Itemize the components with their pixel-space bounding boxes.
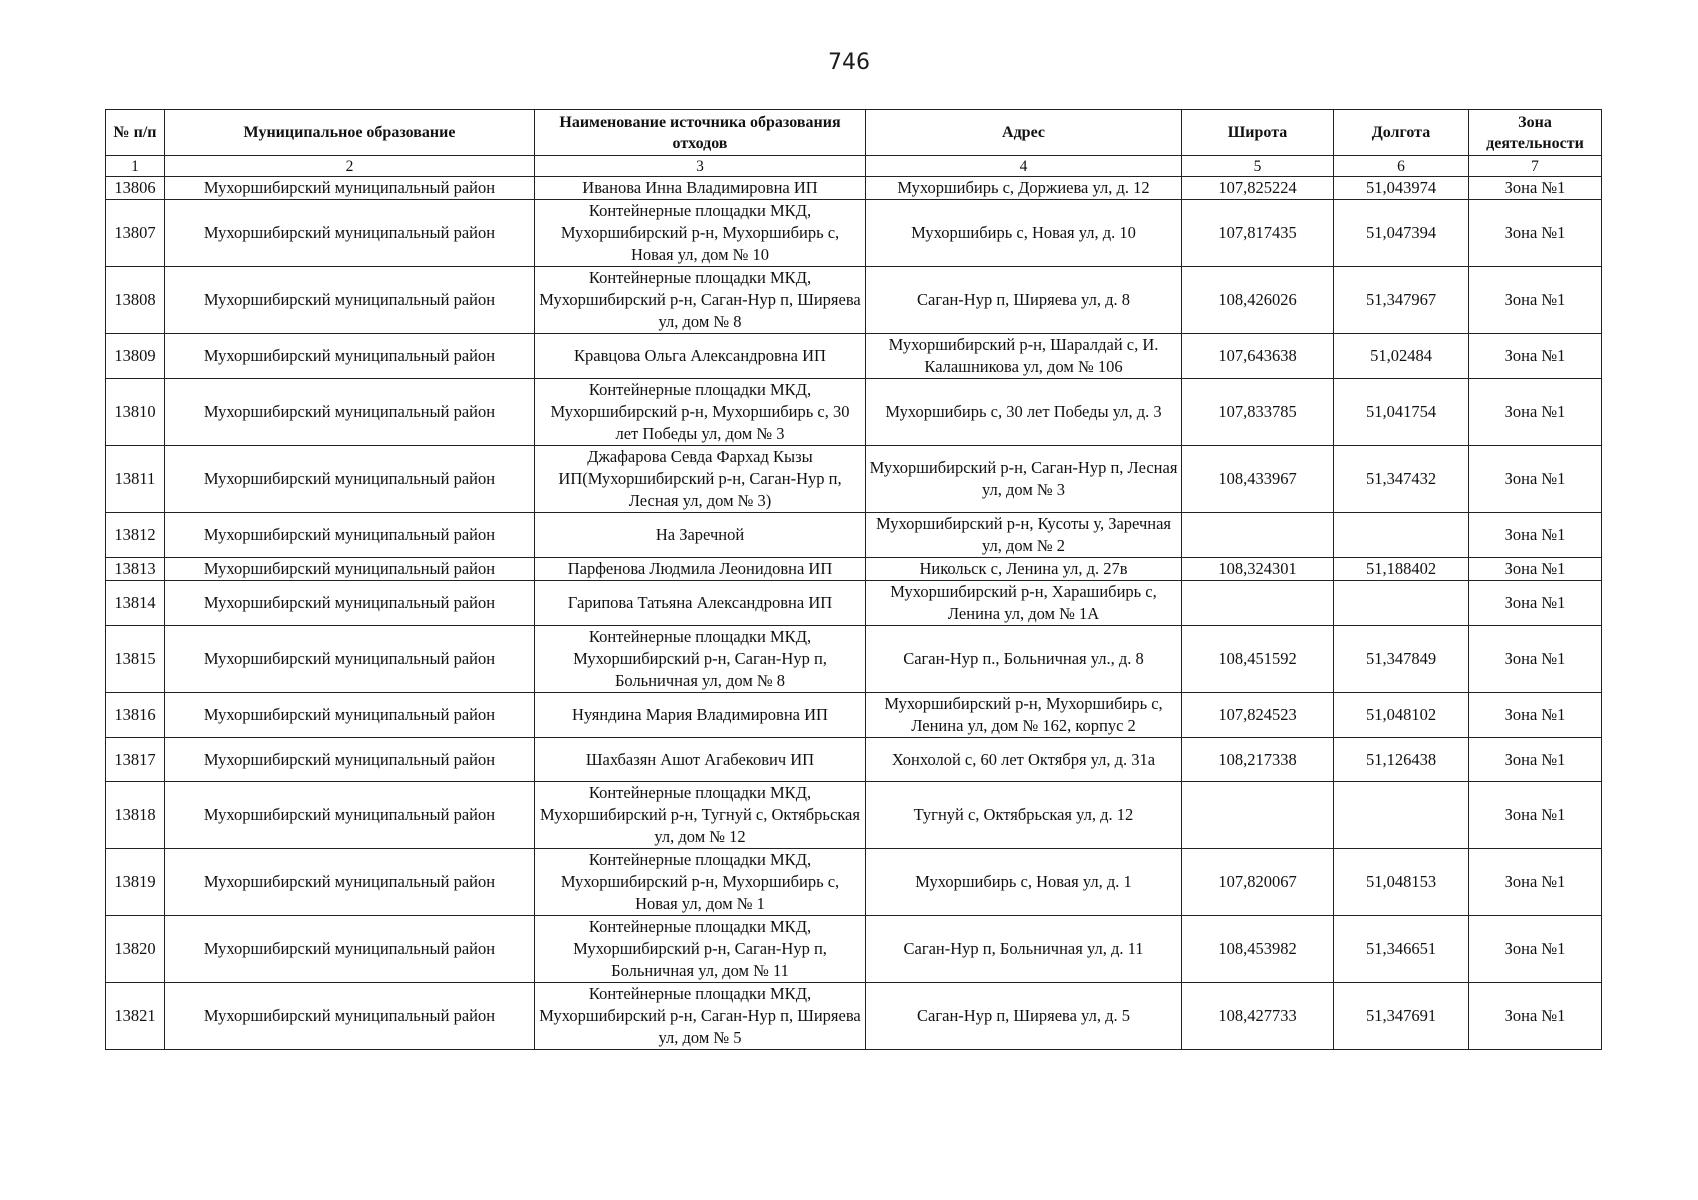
cell-address: Мухоршибирский р-н, Мухоршибирь с, Ленина ул, дом № 162, корпус 2 (866, 693, 1182, 738)
table-row (106, 267, 1602, 334)
cell-number: 13815 (106, 626, 165, 693)
cell-address: Мухоршибирь с, Новая ул, д. 10 (866, 200, 1182, 267)
table-row (106, 558, 1602, 581)
cell-municipality: Мухоршибирский муниципальный район (165, 738, 535, 782)
cell-municipality: Мухоршибирский муниципальный район (165, 446, 535, 513)
cell-longitude: 51,043974 (1334, 177, 1469, 200)
table-row (106, 693, 1602, 738)
cell-number: 13820 (106, 916, 165, 983)
cell-municipality: Мухоршибирский муниципальный район (165, 267, 535, 334)
cell-number: 13806 (106, 177, 165, 200)
cell-zone: Зона №1 (1469, 782, 1602, 849)
cell-zone: Зона №1 (1469, 267, 1602, 334)
cell-address: Мухоршибирь с, Доржиева ул, д. 12 (866, 177, 1182, 200)
cell-longitude (1334, 782, 1469, 849)
cell-municipality: Мухоршибирский муниципальный район (165, 177, 535, 200)
cell-number: 13809 (106, 334, 165, 379)
cell-source: Шахбазян Ашот Агабекович ИП (535, 738, 866, 782)
cell-latitude: 108,427733 (1182, 983, 1334, 1050)
table-row (106, 334, 1602, 379)
cell-source: Джафарова Севда Фархад Кызы ИП(Мухоршибирский р-н, Саган-Нур п, Лесная ул, дом № 3) (535, 446, 866, 513)
cell-latitude (1182, 581, 1334, 626)
column-number: 1 (106, 156, 165, 177)
table-row (106, 581, 1602, 626)
cell-longitude: 51,126438 (1334, 738, 1469, 782)
header-cell-source: Наименование источника образования отходов (535, 110, 866, 156)
cell-number: 13817 (106, 738, 165, 782)
cell-address: Мухоршибирь с, 30 лет Победы ул, д. 3 (866, 379, 1182, 446)
header-cell-address: Адрес (866, 110, 1182, 156)
cell-zone: Зона №1 (1469, 626, 1602, 693)
cell-municipality: Мухоршибирский муниципальный район (165, 379, 535, 446)
cell-latitude: 108,451592 (1182, 626, 1334, 693)
column-number: 7 (1469, 156, 1602, 177)
column-number-row (106, 156, 1602, 177)
cell-zone: Зона №1 (1469, 581, 1602, 626)
cell-number: 13821 (106, 983, 165, 1050)
cell-municipality: Мухоршибирский муниципальный район (165, 581, 535, 626)
cell-source: Контейнерные площадки МКД, Мухоршибирский р-н, Мухоршибирь с, Новая ул, дом № 10 (535, 200, 866, 267)
cell-municipality: Мухоршибирский муниципальный район (165, 849, 535, 916)
table-row (106, 626, 1602, 693)
cell-zone: Зона №1 (1469, 693, 1602, 738)
cell-latitude: 108,426026 (1182, 267, 1334, 334)
cell-longitude: 51,047394 (1334, 200, 1469, 267)
header-row (106, 110, 1602, 156)
column-number: 5 (1182, 156, 1334, 177)
cell-longitude: 51,048102 (1334, 693, 1469, 738)
column-number: 4 (866, 156, 1182, 177)
cell-source: На Заречной (535, 513, 866, 558)
table-row (106, 446, 1602, 513)
table-row (106, 782, 1602, 849)
cell-source: Контейнерные площадки МКД, Мухоршибирский р-н, Мухоршибирь с, 30 лет Победы ул, дом № 3 (535, 379, 866, 446)
cell-latitude: 108,433967 (1182, 446, 1334, 513)
cell-source: Кравцова Ольга Александровна ИП (535, 334, 866, 379)
column-number: 3 (535, 156, 866, 177)
cell-number: 13814 (106, 581, 165, 626)
cell-number: 13818 (106, 782, 165, 849)
cell-source: Контейнерные площадки МКД, Мухоршибирский р-н, Саган-Нур п, Ширяева ул, дом № 5 (535, 983, 866, 1050)
cell-longitude: 51,347432 (1334, 446, 1469, 513)
cell-zone: Зона №1 (1469, 738, 1602, 782)
cell-address: Саган-Нур п., Больничная ул., д. 8 (866, 626, 1182, 693)
cell-municipality: Мухоршибирский муниципальный район (165, 626, 535, 693)
cell-number: 13813 (106, 558, 165, 581)
cell-number: 13808 (106, 267, 165, 334)
waste-sources-table (105, 109, 1602, 1050)
cell-number: 13807 (106, 200, 165, 267)
cell-zone: Зона №1 (1469, 983, 1602, 1050)
cell-address: Мухоршибирский р-н, Саган-Нур п, Лесная ул, дом № 3 (866, 446, 1182, 513)
table-row (106, 200, 1602, 267)
cell-zone: Зона №1 (1469, 379, 1602, 446)
cell-municipality: Мухоршибирский муниципальный район (165, 513, 535, 558)
cell-latitude (1182, 782, 1334, 849)
cell-longitude: 51,02484 (1334, 334, 1469, 379)
cell-number: 13816 (106, 693, 165, 738)
cell-zone: Зона №1 (1469, 513, 1602, 558)
cell-address: Мухоршибирский р-н, Шаралдай с, И. Калашникова ул, дом № 106 (866, 334, 1182, 379)
table-row (106, 983, 1602, 1050)
header-cell-latitude: Широта (1182, 110, 1334, 156)
cell-latitude: 107,643638 (1182, 334, 1334, 379)
cell-municipality: Мухоршибирский муниципальный район (165, 916, 535, 983)
table-row (106, 849, 1602, 916)
column-number: 6 (1334, 156, 1469, 177)
cell-zone: Зона №1 (1469, 177, 1602, 200)
table-row (106, 916, 1602, 983)
cell-number: 13812 (106, 513, 165, 558)
cell-address: Саган-Нур п, Ширяева ул, д. 5 (866, 983, 1182, 1050)
header-cell-municipality: Муниципальное образование (165, 110, 535, 156)
page-number: 746 (828, 50, 870, 75)
cell-address: Тугнуй с, Октябрьская ул, д. 12 (866, 782, 1182, 849)
cell-address: Мухоршибирский р-н, Кусоты у, Заречная ул, дом № 2 (866, 513, 1182, 558)
cell-zone: Зона №1 (1469, 916, 1602, 983)
cell-source: Нуяндина Мария Владимировна ИП (535, 693, 866, 738)
cell-zone: Зона №1 (1469, 446, 1602, 513)
cell-municipality: Мухоршибирский муниципальный район (165, 200, 535, 267)
cell-latitude: 107,824523 (1182, 693, 1334, 738)
cell-latitude: 108,453982 (1182, 916, 1334, 983)
table-row (106, 513, 1602, 558)
cell-address: Саган-Нур п, Ширяева ул, д. 8 (866, 267, 1182, 334)
cell-longitude: 51,347967 (1334, 267, 1469, 334)
cell-zone: Зона №1 (1469, 849, 1602, 916)
cell-zone: Зона №1 (1469, 558, 1602, 581)
cell-latitude: 107,825224 (1182, 177, 1334, 200)
cell-longitude: 51,041754 (1334, 379, 1469, 446)
cell-longitude: 51,347691 (1334, 983, 1469, 1050)
cell-longitude: 51,188402 (1334, 558, 1469, 581)
cell-zone: Зона №1 (1469, 334, 1602, 379)
cell-longitude: 51,346651 (1334, 916, 1469, 983)
cell-source: Контейнерные площадки МКД, Мухоршибирский р-н, Саган-Нур п, Больничная ул, дом № 11 (535, 916, 866, 983)
cell-latitude: 107,820067 (1182, 849, 1334, 916)
table-row (106, 177, 1602, 200)
cell-address: Саган-Нур п, Больничная ул, д. 11 (866, 916, 1182, 983)
cell-source: Контейнерные площадки МКД, Мухоршибирский р-н, Тугнуй с, Октябрьская ул, дом № 12 (535, 782, 866, 849)
column-number: 2 (165, 156, 535, 177)
cell-source: Гарипова Татьяна Александровна ИП (535, 581, 866, 626)
cell-address: Мухоршибирский р-н, Харашибирь с, Ленина ул, дом № 1А (866, 581, 1182, 626)
header-cell-zone: Зона деятельности (1469, 110, 1602, 156)
cell-municipality: Мухоршибирский муниципальный район (165, 983, 535, 1050)
cell-longitude (1334, 513, 1469, 558)
cell-source: Иванова Инна Владимировна ИП (535, 177, 866, 200)
table-row (106, 738, 1602, 782)
cell-source: Парфенова Людмила Леонидовна ИП (535, 558, 866, 581)
cell-address: Мухоршибирь с, Новая ул, д. 1 (866, 849, 1182, 916)
cell-source: Контейнерные площадки МКД, Мухоршибирский р-н, Мухоршибирь с, Новая ул, дом № 1 (535, 849, 866, 916)
cell-number: 13819 (106, 849, 165, 916)
cell-municipality: Мухоршибирский муниципальный район (165, 693, 535, 738)
cell-latitude: 107,817435 (1182, 200, 1334, 267)
cell-source: Контейнерные площадки МКД, Мухоршибирский р-н, Саган-Нур п, Больничная ул, дом № 8 (535, 626, 866, 693)
cell-latitude: 107,833785 (1182, 379, 1334, 446)
cell-source: Контейнерные площадки МКД, Мухоршибирский р-н, Саган-Нур п, Ширяева ул, дом № 8 (535, 267, 866, 334)
cell-latitude (1182, 513, 1334, 558)
cell-longitude (1334, 581, 1469, 626)
table-row (106, 379, 1602, 446)
cell-number: 13810 (106, 379, 165, 446)
header-cell-number: № п/п (106, 110, 165, 156)
cell-zone: Зона №1 (1469, 200, 1602, 267)
cell-latitude: 108,217338 (1182, 738, 1334, 782)
cell-latitude: 108,324301 (1182, 558, 1334, 581)
cell-municipality: Мухоршибирский муниципальный район (165, 782, 535, 849)
cell-longitude: 51,048153 (1334, 849, 1469, 916)
cell-longitude: 51,347849 (1334, 626, 1469, 693)
cell-municipality: Мухоршибирский муниципальный район (165, 558, 535, 581)
cell-number: 13811 (106, 446, 165, 513)
cell-address: Никольск с, Ленина ул, д. 27в (866, 558, 1182, 581)
header-cell-longitude: Долгота (1334, 110, 1469, 156)
cell-address: Хонхолой с, 60 лет Октября ул, д. 31а (866, 738, 1182, 782)
cell-municipality: Мухоршибирский муниципальный район (165, 334, 535, 379)
